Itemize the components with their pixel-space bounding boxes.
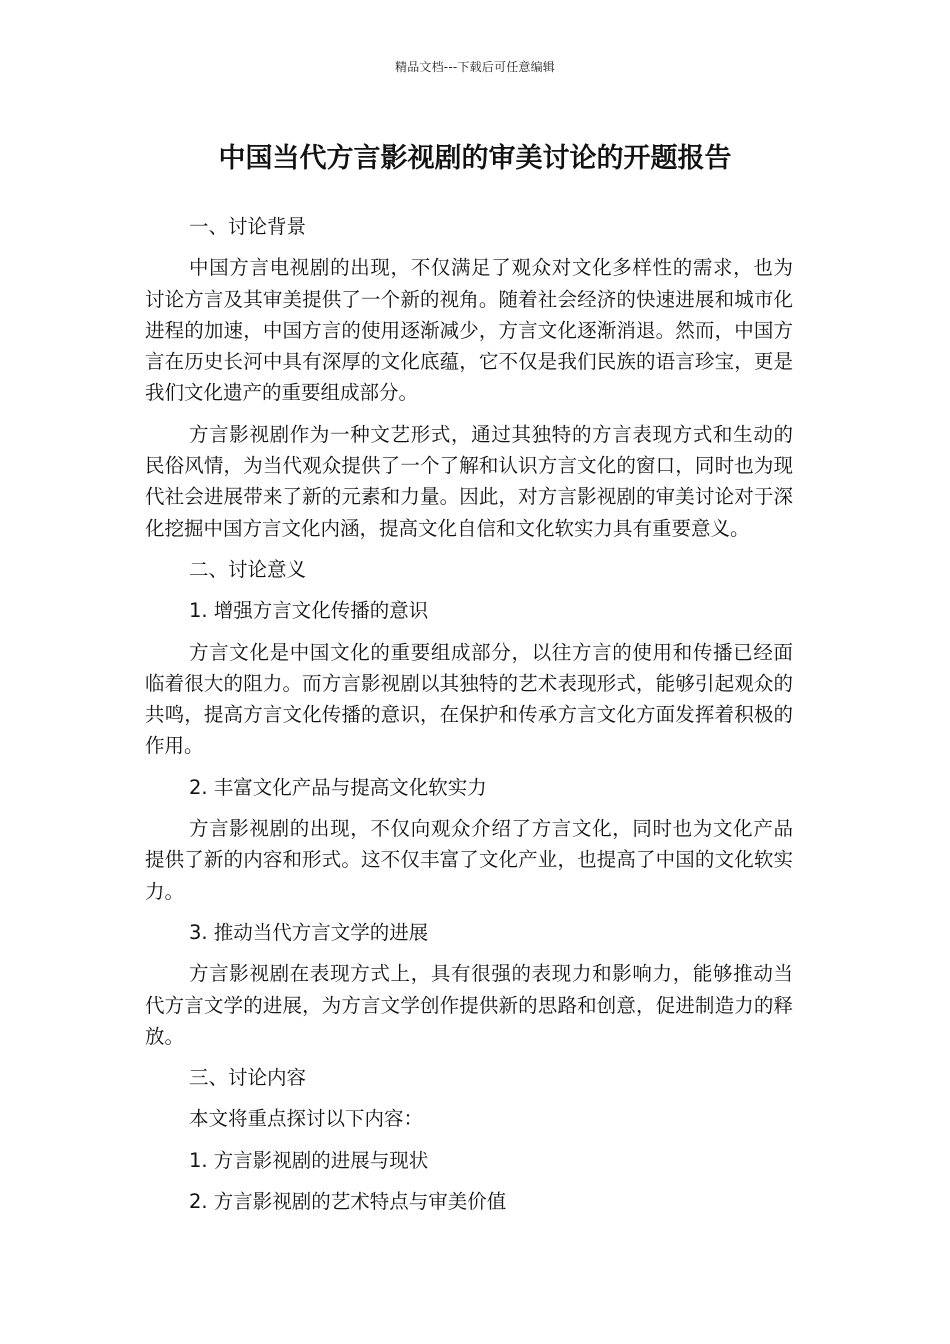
- intro-line: 本文将重点探讨以下内容：: [189, 1107, 424, 1131]
- subheading: 3. 推动当代方言文学的进展: [189, 920, 429, 944]
- section-heading-significance: 二、讨论意义: [189, 557, 307, 581]
- section-heading-background: 一、讨论背景: [189, 215, 307, 238]
- document-body: [145, 211, 793, 1227]
- paragraph: 中国方言电视剧的出现，不仅满足了观众对文化多样性的需求，也为讨论方言及其审美提供了一个新的视角。随着社会经济的快速进展和城市化进程的加速，中国方言的使用逐渐减少，方言文化逐渐消退。然而，中国方言在历史长河中具有深厚的文化底蕴，它不仅是我们民族的语言珍宝，更是我们文化遗产的重要组成部分。: [145, 256, 793, 405]
- document-title: 中国当代方言影视剧的审美讨论的开题报告: [218, 143, 732, 174]
- subheading: 2. 丰富文化产品与提高文化软实力: [189, 775, 487, 799]
- header-note: 精品文档---下载后可任意编辑: [395, 60, 555, 74]
- paragraph: 方言影视剧作为一种文艺形式，通过其独特的方言表现方式和生动的民俗风情，为当代观众提供了一个了解和认识方言文化的窗口，同时也为现代社会进展带来了新的元素和力量。因此，对方言影视剧的审美讨论对于深化挖掘中国方言文化内涵，提高文化自信和文化软实力具有重要意义。: [145, 422, 793, 540]
- paragraph: 方言文化是中国文化的重要组成部分，以往方言的使用和传播已经面临着很大的阻力。而方言影视剧以其独特的艺术表现形式，能够引起观众的共鸣，提高方言文化传播的意识，在保护和传承方言文化方面发挥着积极的作用。: [145, 640, 793, 758]
- list-item: 1. 方言影视剧的进展与现状: [189, 1148, 429, 1172]
- list-item: 2. 方言影视剧的艺术特点与审美价值: [189, 1190, 507, 1214]
- subheading: 1. 增强方言文化传播的意识: [189, 599, 429, 623]
- paragraph: 方言影视剧的出现，不仅向观众介绍了方言文化，同时也为文化产品提供了新的内容和形式。这不仅丰富了文化产业，也提高了中国的文化软实力。: [145, 817, 793, 903]
- paragraph: 方言影视剧在表现方式上，具有很强的表现力和影响力，能够推动当代方言文学的进展，为方言文学创作提供新的思路和创意，促进制造力的释放。: [145, 962, 793, 1048]
- section-heading-content: 三、讨论内容: [189, 1066, 307, 1090]
